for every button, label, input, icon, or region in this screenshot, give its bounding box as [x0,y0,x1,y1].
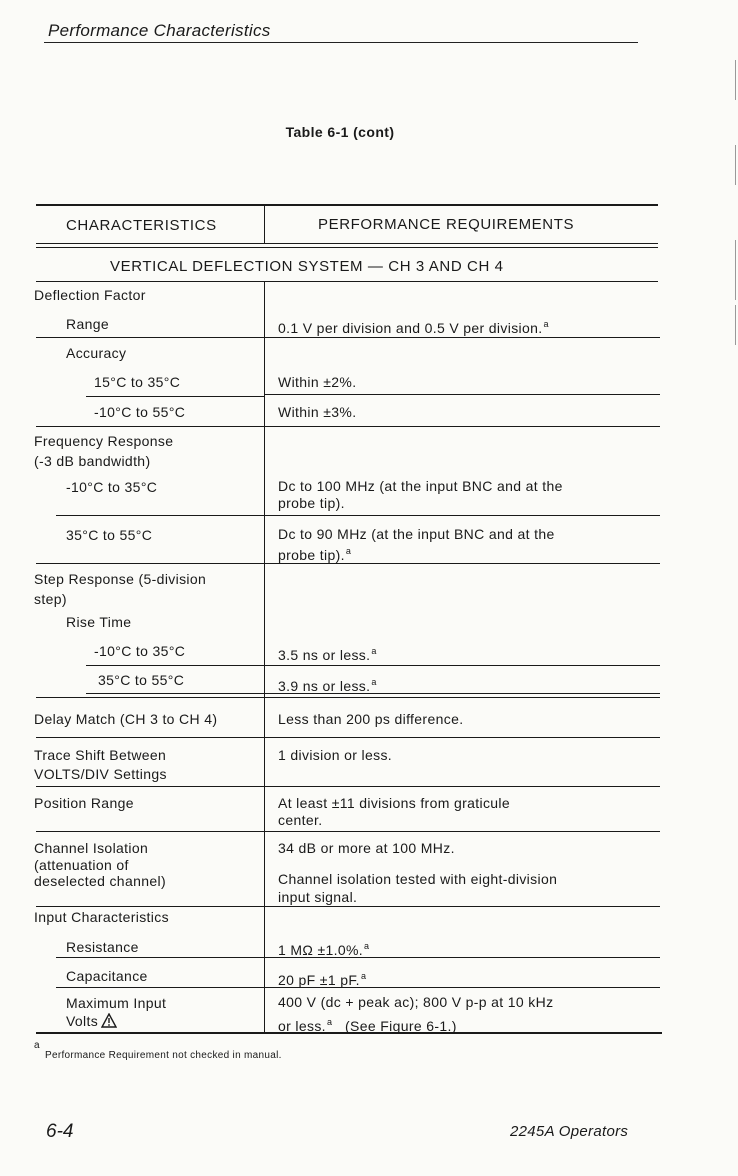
col-header-characteristics: CHARACTERISTICS [66,217,217,234]
deflection-factor-label: Deflection Factor [34,287,146,303]
trace-shift-label-1: Trace Shift Between [34,747,167,763]
rise-temp-1: -10°C to 35°C [94,643,186,659]
row-rule-acc1-left [86,396,264,397]
position-req-1: At least ±11 divisions from graticule [278,795,511,811]
accuracy-temp-1: 15°C to 35°C [94,374,181,390]
freq-response-label: Frequency Response [34,433,174,449]
section-rule [36,281,658,282]
freq-temp-1: -10°C to 35°C [66,479,158,495]
step-response-label: Step Response (5-division [34,571,207,587]
resistance-label: Resistance [66,939,139,955]
freq-temp-2: 35°C to 55°C [66,527,153,543]
row-rule-step [36,697,660,698]
resistance-req: 1 MΩ ±1.0%.$^a$ [278,941,370,958]
row-rule-trace [36,786,660,787]
isolation-req-2: Channel isolation tested with eight-division [278,871,558,887]
freq-req-1a: Dc to 100 MHz (at the input BNC and at the [278,478,563,494]
header-divider [264,205,265,243]
footnote-text: Performance Requirement not checked in manual. [45,1050,282,1061]
position-range-label: Position Range [34,795,134,811]
position-req-2: center. [278,812,323,828]
header-rule-bottom [36,243,658,244]
margin-mark-2 [735,145,736,185]
range-requirement: 0.1 V per division and 0.5 V per division.$^a$ [278,319,549,336]
rise-time-label: Rise Time [66,614,132,630]
accuracy-label: Accuracy [66,345,127,361]
accuracy-req-1: Within ±2%. [278,374,357,390]
input-characteristics-label: Input Characteristics [34,909,169,925]
rise-req-2: 3.9 ns or less.$^a$ [278,677,377,694]
footnote-marker: a [34,1040,40,1051]
delay-match-label: Delay Match (CH 3 to CH 4) [34,711,218,727]
section-title: VERTICAL DEFLECTION SYSTEM — CH 3 AND CH 4 [110,258,504,275]
row-rule-range-left [36,337,264,338]
accuracy-req-2: Within ±3%. [278,404,357,420]
step-response-sub: step) [34,591,67,607]
header-rule-bottom-2 [36,247,658,248]
isolation-req-3: input signal. [278,889,358,905]
freq-req-1b: probe tip). [278,495,345,511]
freq-req-2a: Dc to 90 MHz (at the input BNC and at the [278,526,555,542]
row-rule-acc2 [36,426,660,427]
row-rule-delay [36,737,660,738]
isolation-req-1: 34 dB or more at 100 MHz. [278,840,455,856]
delay-match-req: Less than 200 ps difference. [278,711,464,727]
page-number: 6-4 [46,1121,74,1142]
page-header-title: Performance Characteristics [48,21,271,40]
table-caption: Table 6-1 (cont) [285,124,395,140]
row-rule-fr1 [56,515,660,516]
channel-isolation-label-2: (attenuation of [34,857,129,873]
max-input-req-2: or less.$^a$ (See Figure 6-1.) [278,1017,457,1034]
range-label: Range [66,316,110,332]
capacitance-label: Capacitance [66,968,148,984]
margin-mark-3 [735,240,736,300]
col-header-requirements: PERFORMANCE REQUIREMENTS [318,216,575,233]
freq-req-2b: probe tip).$^a$ [278,546,352,563]
warning-triangle-icon [101,1013,117,1032]
margin-mark-4 [735,305,736,345]
header-rule [44,42,638,43]
channel-isolation-label-3: deselected channel) [34,873,166,889]
row-rule-acc1-right [264,394,660,395]
max-input-label-1: Maximum Input [66,995,167,1011]
table-top-rule [36,204,658,206]
accuracy-temp-2: -10°C to 55°C [94,404,186,420]
rise-temp-2: 35°C to 55°C [98,672,185,688]
rise-req-1: 3.5 ns or less.$^a$ [278,646,377,663]
row-rule-rt1 [86,665,660,666]
manual-title: 2245A Operators [510,1123,629,1140]
channel-isolation-label-1: Channel Isolation [34,840,149,856]
margin-mark-1 [735,60,736,100]
row-rule-isolation [36,906,660,907]
freq-response-sub: (-3 dB bandwidth) [34,453,151,469]
capacitance-req: 20 pF ±1 pF.$^a$ [278,971,367,988]
trace-shift-req: 1 division or less. [278,747,393,763]
max-input-label-2: Volts [66,1013,117,1032]
row-rule-range-right [264,337,660,338]
row-rule-position [36,831,660,832]
trace-shift-label-2: VOLTS/DIV Settings [34,766,167,782]
max-input-req-1: 400 V (dc + peak ac); 800 V p-p at 10 kHz [278,994,554,1010]
